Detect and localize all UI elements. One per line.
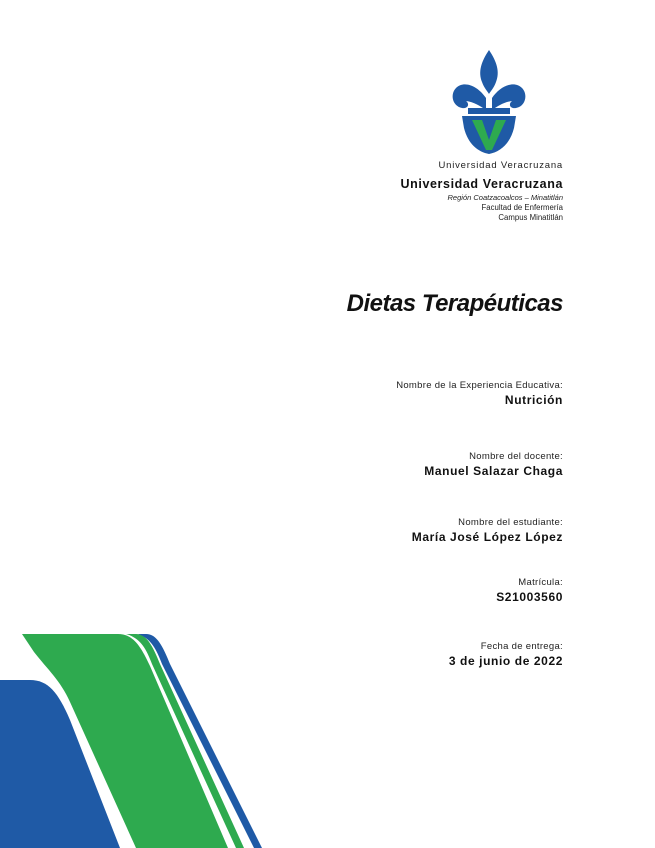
institution-campus: Campus Minatitlán: [498, 213, 563, 222]
logo-caption: Universidad Veracruzana: [438, 160, 563, 171]
university-logo-icon: [448, 46, 530, 156]
field-label: Nombre del docente:: [469, 451, 563, 462]
document-title: Dietas Terapéuticas: [346, 290, 563, 317]
institution-region: Región Coatzacoalcos – Minatitlán: [447, 193, 563, 202]
field-value: Nutrición: [504, 393, 563, 407]
institution-block: [401, 160, 563, 222]
field-fecha-entrega: [449, 641, 563, 668]
field-experiencia-educativa: [396, 380, 563, 407]
field-estudiante: [412, 517, 563, 544]
field-matricula: [496, 577, 563, 604]
field-label: Nombre de la Experiencia Educativa:: [396, 380, 563, 391]
field-docente: [424, 451, 563, 478]
field-value: María José López López: [411, 530, 563, 544]
field-label: Fecha de entrega:: [480, 641, 563, 652]
corner-stripe-decoration: [0, 630, 270, 848]
institution-faculty: Facultad de Enfermería: [481, 203, 563, 212]
field-value: Manuel Salazar Chaga: [424, 464, 563, 478]
field-label: Matrícula:: [518, 577, 563, 588]
field-value: S21003560: [496, 590, 563, 604]
institution-name: Universidad Veracruzana: [400, 177, 563, 191]
field-label: Nombre del estudiante:: [458, 517, 563, 528]
field-value: 3 de junio de 2022: [448, 654, 563, 668]
